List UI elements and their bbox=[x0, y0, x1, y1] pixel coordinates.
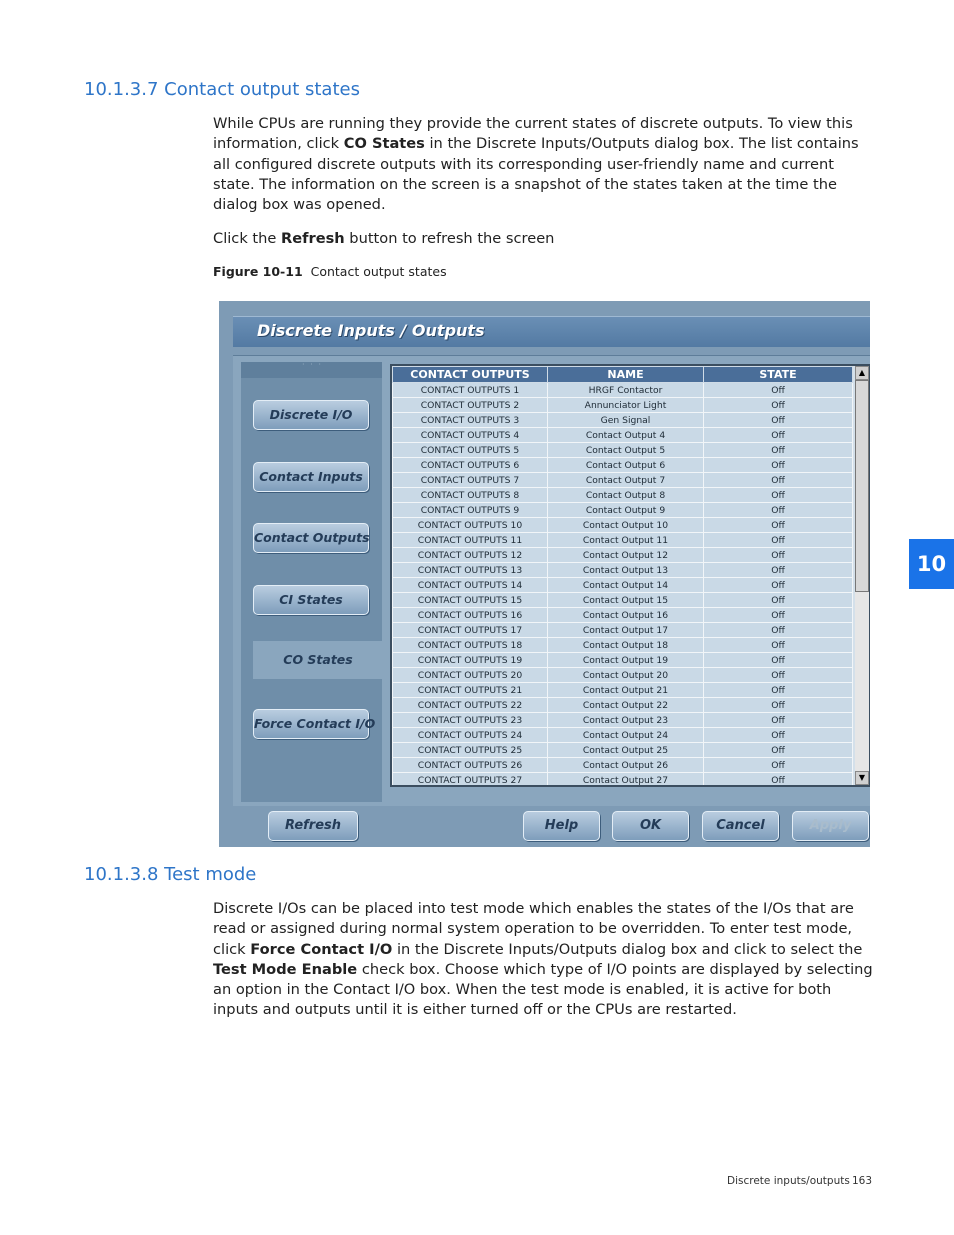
dialog-titlebar bbox=[233, 316, 870, 347]
scroll-up-arrow-icon[interactable]: ▲ bbox=[855, 366, 869, 380]
cell-output-id: CONTACT OUTPUTS 6 bbox=[393, 458, 548, 473]
cell-state: Off bbox=[704, 443, 853, 458]
table-scrollbar[interactable] bbox=[855, 366, 869, 785]
cell-output-id: CONTACT OUTPUTS 24 bbox=[393, 728, 548, 743]
cell-output-id: CONTACT OUTPUTS 2 bbox=[393, 398, 548, 413]
cell-name: Contact Output 13 bbox=[548, 563, 704, 578]
cell-state: Off bbox=[704, 383, 853, 398]
cell-output-id: CONTACT OUTPUTS 15 bbox=[393, 593, 548, 608]
sidebar-grip: ˙ ˙ ˙ bbox=[241, 362, 382, 378]
dialog-screenshot bbox=[219, 301, 870, 847]
cell-state: Off bbox=[704, 578, 853, 593]
table-row[interactable] bbox=[393, 698, 853, 713]
cell-name: Contact Output 23 bbox=[548, 713, 704, 728]
sidebar-button-contact-outputs[interactable]: Contact Outputs bbox=[253, 523, 369, 553]
cell-state: Off bbox=[704, 773, 853, 788]
table-row[interactable] bbox=[393, 428, 853, 443]
cell-state: Off bbox=[704, 638, 853, 653]
cell-state: Off bbox=[704, 593, 853, 608]
table-row[interactable] bbox=[393, 458, 853, 473]
table-row[interactable] bbox=[393, 608, 853, 623]
apply-button[interactable]: Apply bbox=[792, 811, 869, 841]
cell-output-id: CONTACT OUTPUTS 26 bbox=[393, 758, 548, 773]
sidebar-button-ci-states[interactable]: CI States bbox=[253, 585, 369, 615]
cell-state: Off bbox=[704, 533, 853, 548]
cell-output-id: CONTACT OUTPUTS 19 bbox=[393, 653, 548, 668]
cell-state: Off bbox=[704, 548, 853, 563]
cell-name: Contact Output 8 bbox=[548, 488, 704, 503]
cell-name: Contact Output 4 bbox=[548, 428, 704, 443]
cell-state: Off bbox=[704, 428, 853, 443]
cell-state: Off bbox=[704, 413, 853, 428]
text-bold-force-contact-io: Force Contact I/O bbox=[250, 940, 393, 958]
text-run: in the Discrete Inputs/Outputs dialog box. The list contains all configured discrete outputs with its corresponding user-friendly name and current state. The information on the screen is a snapshot of the states taken at the time the dialog box was opened. bbox=[213, 135, 859, 214]
text-bold-refresh: Refresh bbox=[281, 230, 345, 247]
cell-name: Contact Output 7 bbox=[548, 473, 704, 488]
table-row[interactable] bbox=[393, 518, 853, 533]
table-row[interactable] bbox=[393, 398, 853, 413]
sidebar-button-force-contact-io[interactable]: Force Contact I/O bbox=[253, 709, 369, 739]
figure-caption bbox=[213, 264, 447, 279]
cell-output-id: CONTACT OUTPUTS 25 bbox=[393, 743, 548, 758]
cell-output-id: CONTACT OUTPUTS 5 bbox=[393, 443, 548, 458]
cell-name: Contact Output 5 bbox=[548, 443, 704, 458]
cell-state: Off bbox=[704, 518, 853, 533]
cell-output-id: CONTACT OUTPUTS 12 bbox=[393, 548, 548, 563]
cell-state: Off bbox=[704, 503, 853, 518]
table-row[interactable] bbox=[393, 383, 853, 398]
table-row[interactable] bbox=[393, 563, 853, 578]
section-heading-contact-output-states: 10.1.3.7 Contact output states bbox=[84, 79, 360, 100]
cell-name: Contact Output 12 bbox=[548, 548, 704, 563]
figure-label: Figure 10-11 bbox=[213, 264, 303, 279]
table-row[interactable] bbox=[393, 638, 853, 653]
cell-name: Contact Output 27 bbox=[548, 773, 704, 788]
cell-output-id: CONTACT OUTPUTS 1 bbox=[393, 383, 548, 398]
cell-output-id: CONTACT OUTPUTS 9 bbox=[393, 503, 548, 518]
cell-output-id: CONTACT OUTPUTS 4 bbox=[393, 428, 548, 443]
table-row[interactable] bbox=[393, 773, 853, 788]
cell-output-id: CONTACT OUTPUTS 21 bbox=[393, 683, 548, 698]
figure-title: Contact output states bbox=[310, 264, 447, 279]
help-button[interactable]: Help bbox=[523, 811, 600, 841]
cell-name: Contact Output 11 bbox=[548, 533, 704, 548]
scroll-down-arrow-icon[interactable]: ▼ bbox=[855, 771, 869, 785]
table-row[interactable] bbox=[393, 593, 853, 608]
footer-page-number: 163 bbox=[852, 1175, 873, 1187]
scroll-thumb[interactable] bbox=[855, 380, 869, 592]
table-row[interactable] bbox=[393, 548, 853, 563]
sidebar-button-discrete-io[interactable]: Discrete I/O bbox=[253, 400, 369, 430]
cell-name: Contact Output 17 bbox=[548, 623, 704, 638]
cell-name: Contact Output 22 bbox=[548, 698, 704, 713]
contact-outputs-table bbox=[392, 366, 853, 787]
dialog-sidebar bbox=[241, 362, 382, 802]
table-row[interactable] bbox=[393, 533, 853, 548]
table-row[interactable] bbox=[393, 623, 853, 638]
table-row[interactable] bbox=[393, 503, 853, 518]
cell-state: Off bbox=[704, 698, 853, 713]
cell-output-id: CONTACT OUTPUTS 22 bbox=[393, 698, 548, 713]
table-row[interactable] bbox=[393, 758, 853, 773]
cell-name: Gen Signal bbox=[548, 413, 704, 428]
cell-output-id: CONTACT OUTPUTS 17 bbox=[393, 623, 548, 638]
table-row[interactable] bbox=[393, 443, 853, 458]
cell-name: Contact Output 14 bbox=[548, 578, 704, 593]
cell-state: Off bbox=[704, 563, 853, 578]
cell-state: Off bbox=[704, 653, 853, 668]
cell-state: Off bbox=[704, 758, 853, 773]
column-header-state[interactable]: STATE bbox=[704, 367, 853, 383]
dialog-title: Discrete Inputs / Outputs bbox=[257, 321, 485, 340]
cell-name: Contact Output 9 bbox=[548, 503, 704, 518]
cell-state: Off bbox=[704, 728, 853, 743]
cell-output-id: CONTACT OUTPUTS 8 bbox=[393, 488, 548, 503]
cell-state: Off bbox=[704, 713, 853, 728]
paragraph-refresh bbox=[213, 229, 873, 249]
table-row[interactable] bbox=[393, 473, 853, 488]
text-run: in the Discrete Inputs/Outputs dialog box and click to select the bbox=[392, 940, 863, 958]
cell-output-id: CONTACT OUTPUTS 23 bbox=[393, 713, 548, 728]
table-row[interactable] bbox=[393, 743, 853, 758]
cell-output-id: CONTACT OUTPUTS 11 bbox=[393, 533, 548, 548]
sidebar-button-contact-inputs[interactable]: Contact Inputs bbox=[253, 462, 369, 492]
ok-button[interactable]: OK bbox=[612, 811, 689, 841]
cell-output-id: CONTACT OUTPUTS 14 bbox=[393, 578, 548, 593]
text-bold-co-states: CO States bbox=[343, 135, 425, 153]
cell-state: Off bbox=[704, 458, 853, 473]
contact-outputs-table-panel bbox=[390, 364, 870, 787]
cell-state: Off bbox=[704, 473, 853, 488]
cell-output-id: CONTACT OUTPUTS 27 bbox=[393, 773, 548, 788]
cell-state: Off bbox=[704, 488, 853, 503]
cell-name: Contact Output 10 bbox=[548, 518, 704, 533]
table-row[interactable] bbox=[393, 728, 853, 743]
table-row[interactable] bbox=[393, 668, 853, 683]
section-heading-test-mode: 10.1.3.8 Test mode bbox=[84, 864, 257, 885]
table-row[interactable] bbox=[393, 713, 853, 728]
text-run: button to refresh the screen bbox=[344, 230, 555, 247]
cell-output-id: CONTACT OUTPUTS 10 bbox=[393, 518, 548, 533]
table-row[interactable] bbox=[393, 488, 853, 503]
cell-name: Annunciator Light bbox=[548, 398, 704, 413]
sidebar-button-co-states[interactable]: CO States bbox=[253, 641, 383, 679]
paragraph-test-mode bbox=[213, 899, 873, 1021]
text-run: check box. Choose which type of I/O points are displayed by selecting an option in the Contact I/O box. When the test mode is enabled, it is active for both inputs and outputs until it is either turned off or the CPUs are restarted. bbox=[213, 960, 873, 1019]
cell-output-id: CONTACT OUTPUTS 16 bbox=[393, 608, 548, 623]
cell-state: Off bbox=[704, 608, 853, 623]
cell-name: Contact Output 6 bbox=[548, 458, 704, 473]
text-run: Discrete I/Os can be placed into test mode which enables the states of the I/Os that are read or assigned during normal system operation to be overridden. To enter test mode, click bbox=[213, 900, 854, 958]
cell-output-id: CONTACT OUTPUTS 7 bbox=[393, 473, 548, 488]
column-header-name[interactable]: NAME bbox=[548, 367, 704, 383]
cancel-button[interactable]: Cancel bbox=[702, 811, 779, 841]
text-run: While CPUs are running they provide the current states of discrete outputs. To view this information, click bbox=[213, 115, 853, 153]
cell-name: Contact Output 19 bbox=[548, 653, 704, 668]
table-row[interactable] bbox=[393, 683, 853, 698]
footer-section: Discrete inputs/outputs bbox=[727, 1175, 850, 1187]
cell-name: Contact Output 24 bbox=[548, 728, 704, 743]
cell-output-id: CONTACT OUTPUTS 3 bbox=[393, 413, 548, 428]
cell-name: Contact Output 25 bbox=[548, 743, 704, 758]
table-row[interactable] bbox=[393, 578, 853, 593]
cell-name: Contact Output 21 bbox=[548, 683, 704, 698]
cell-name: HRGF Contactor bbox=[548, 383, 704, 398]
cell-state: Off bbox=[704, 398, 853, 413]
cell-name: Contact Output 18 bbox=[548, 638, 704, 653]
text-bold-test-mode-enable: Test Mode Enable bbox=[213, 960, 358, 978]
table-header-row bbox=[393, 367, 853, 383]
chapter-tab: 10 bbox=[909, 539, 954, 589]
table-row[interactable] bbox=[393, 653, 853, 668]
text-run: Click the bbox=[213, 230, 282, 247]
cell-output-id: CONTACT OUTPUTS 13 bbox=[393, 563, 548, 578]
cell-state: Off bbox=[704, 623, 853, 638]
cell-output-id: CONTACT OUTPUTS 20 bbox=[393, 668, 548, 683]
cell-name: Contact Output 15 bbox=[548, 593, 704, 608]
cell-name: Contact Output 16 bbox=[548, 608, 704, 623]
cell-output-id: CONTACT OUTPUTS 18 bbox=[393, 638, 548, 653]
table-row[interactable] bbox=[393, 413, 853, 428]
refresh-button[interactable]: Refresh bbox=[268, 811, 358, 841]
cell-state: Off bbox=[704, 683, 853, 698]
cell-state: Off bbox=[704, 743, 853, 758]
cell-state: Off bbox=[704, 668, 853, 683]
column-header-contact-outputs[interactable]: CONTACT OUTPUTS bbox=[393, 367, 548, 383]
cell-name: Contact Output 20 bbox=[548, 668, 704, 683]
paragraph-intro bbox=[213, 114, 873, 215]
cell-name: Contact Output 26 bbox=[548, 758, 704, 773]
